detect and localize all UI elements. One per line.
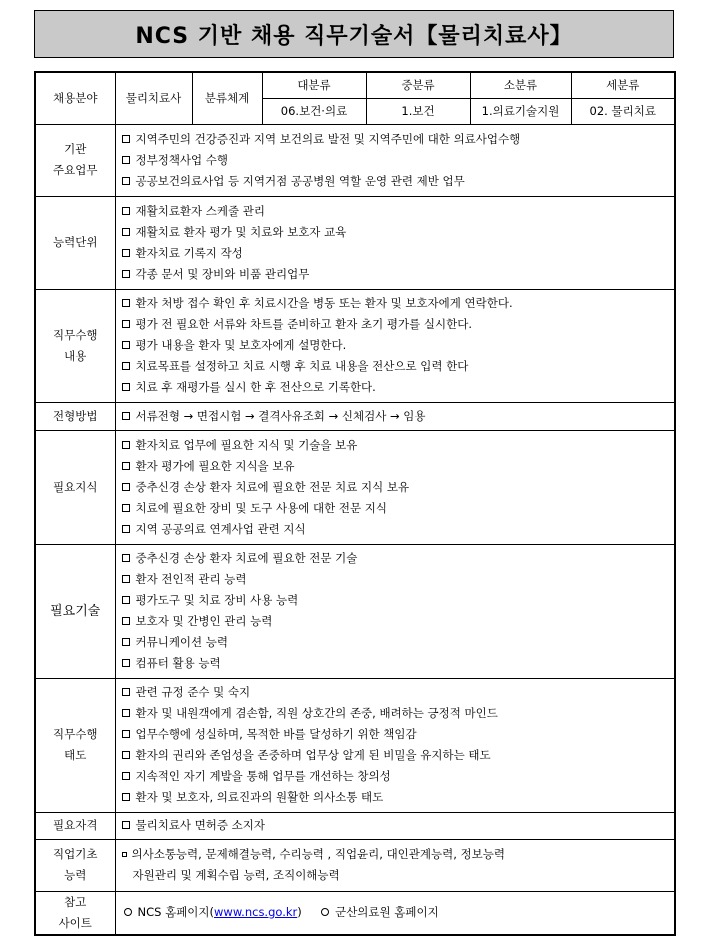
- checkbox-icon: [122, 617, 130, 625]
- qualification-label: 필요자격: [35, 812, 115, 839]
- checkbox-icon: [122, 483, 130, 491]
- page-title: NCS 기반 채용 직무기술서【물리치료사】: [34, 10, 674, 58]
- middle-class-value: 1.보건: [366, 98, 470, 124]
- basic-competency-label: [35, 839, 115, 891]
- duties-content: [115, 289, 675, 402]
- skills-content: [115, 544, 675, 678]
- ability-label: 능력단위: [35, 196, 115, 289]
- field-value: 물리치료사: [115, 72, 192, 124]
- checkbox-icon: [122, 688, 130, 696]
- checkbox-icon: [122, 207, 130, 215]
- circle-bullet-icon: [321, 908, 329, 916]
- checkbox-icon: [122, 709, 130, 717]
- checkbox-icon: [122, 554, 130, 562]
- checkbox-icon: [122, 383, 130, 391]
- basic-label-line2: 능력: [64, 868, 87, 882]
- list-item: 환자치료 기록지 작성: [122, 243, 669, 264]
- list-item: 각종 문서 및 장비와 비품 관리업무: [122, 264, 669, 285]
- checkbox-icon: [122, 793, 130, 801]
- reference-content: NCS 홈페이지(www.ncs.go.kr) 군산의료원 홈페이지: [115, 891, 675, 935]
- list-item: 환자의 권리와 존엄성을 존중하며 업무상 알게 된 비밀을 유지하는 태도: [122, 745, 669, 766]
- major-class-header: 대분류: [262, 72, 366, 98]
- knowledge-content: [115, 430, 675, 544]
- checkbox-icon: [122, 596, 130, 604]
- checkbox-icon: [122, 249, 130, 257]
- checkbox-icon: [122, 462, 130, 470]
- list-item: 재활치료 환자 평가 및 치료와 보호자 교육: [122, 222, 669, 243]
- list-item: 환자 처방 접수 확인 후 치료시간을 병동 또는 환자 및 보호자에게 연락한다.: [122, 293, 669, 314]
- list-item: 환자 및 보호자, 의료진과의 원활한 의사소통 태도: [122, 787, 669, 808]
- circle-bullet-icon: [124, 908, 132, 916]
- minor-class-header: 소분류: [470, 72, 571, 98]
- list-item: 컴퓨터 활용 능력: [122, 653, 669, 674]
- list-item: 업무수행에 성실하며, 목적한 바를 달성하기 위한 책임감: [122, 724, 669, 745]
- checkbox-icon: [122, 730, 130, 738]
- reference-label: [35, 891, 115, 935]
- checkbox-icon: [122, 362, 130, 370]
- list-item: 환자치료 업무에 필요한 지식 및 기술을 보유: [122, 435, 669, 456]
- list-item: 환자 및 내원객에게 겸손함, 직원 상호간의 존중, 배려하는 긍정적 마인드: [122, 703, 669, 724]
- job-description-table: [34, 71, 676, 936]
- list-item: 의사소통능력, 문제해결능력, 수리능력 , 직업윤리, 대인관계능력, 정보능력: [122, 844, 669, 865]
- list-item: 물리치료사 면허증 소지자: [122, 815, 669, 836]
- reference-label-line1: 참고: [64, 894, 87, 909]
- list-item: 중추신경 손상 환자 치료에 필요한 전문 치료 지식 보유: [122, 477, 669, 498]
- attitude-label-line2: 태도: [64, 748, 87, 762]
- square-bullet-icon: [122, 852, 127, 857]
- list-item: 관련 규정 준수 및 숙지: [122, 682, 669, 703]
- hospital-site-label: 군산의료원 홈페이지: [335, 905, 439, 919]
- sub-class-header: 세분류: [571, 72, 675, 98]
- checkbox-icon: [122, 504, 130, 512]
- checkbox-icon: [122, 156, 130, 164]
- list-item: 중추신경 손상 환자 치료에 필요한 전문 기술: [122, 548, 669, 569]
- list-item: 치료목표를 설정하고 치료 시행 후 치료 내용을 전산으로 입력 한다: [122, 356, 669, 377]
- checkbox-icon: [122, 751, 130, 759]
- duties-label-line1: 직무수행: [53, 327, 98, 342]
- skills-label: 필요기술: [35, 544, 115, 678]
- checkbox-icon: [122, 320, 130, 328]
- list-item: 지역주민의 건강증진과 지역 보건의료 발전 및 지역주민에 대한 의료사업수행: [122, 129, 669, 150]
- knowledge-label: 필요지식: [35, 430, 115, 544]
- checkbox-icon: [122, 659, 130, 667]
- list-item: 평가 전 필요한 서류와 차트를 준비하고 환자 초기 평가를 실시한다.: [122, 314, 669, 335]
- major-class-value: 06.보건·의료: [262, 98, 366, 124]
- list-item: 치료 후 재평가를 실시 한 후 전산으로 기록한다.: [122, 377, 669, 398]
- qualification-content: [115, 812, 675, 839]
- selection-label: 전형방법: [35, 402, 115, 430]
- selection-content: [115, 402, 675, 430]
- basic-label-line1: 직업기초: [53, 847, 98, 861]
- list-item: 환자 전인적 관리 능력: [122, 569, 669, 590]
- checkbox-icon: [122, 525, 130, 533]
- list-item: 치료에 필요한 장비 및 도구 사용에 대한 전문 지식: [122, 498, 669, 519]
- institution-label: [35, 124, 115, 196]
- reference-label-line2: 사이트: [58, 915, 92, 930]
- checkbox-icon: [122, 772, 130, 780]
- field-label: 채용분야: [35, 72, 115, 124]
- list-item: 환자 평가에 필요한 지식을 보유: [122, 456, 669, 477]
- list-item: 보호자 및 간병인 관리 능력: [122, 611, 669, 632]
- ncs-site-link[interactable]: www.ncs.go.kr: [214, 905, 298, 919]
- sub-class-value: 02. 물리치료: [571, 98, 675, 124]
- checkbox-icon: [122, 412, 130, 420]
- list-item: 평가도구 및 치료 장비 사용 능력: [122, 590, 669, 611]
- ability-content: [115, 196, 675, 289]
- list-item: 평가 내용을 환자 및 보호자에게 설명한다.: [122, 335, 669, 356]
- middle-class-header: 중분류: [366, 72, 470, 98]
- ncs-site-label: NCS 홈페이지(: [137, 905, 215, 919]
- classification-label: 분류체계: [192, 72, 262, 124]
- checkbox-icon: [122, 341, 130, 349]
- attitude-label: [35, 678, 115, 812]
- checkbox-icon: [122, 135, 130, 143]
- list-item-continued: 자원관리 및 계획수립 능력, 조직이해능력: [132, 868, 340, 882]
- list-item: 재활치료환자 스케줄 관리: [122, 201, 669, 222]
- list-item: 커뮤니케이션 능력: [122, 632, 669, 653]
- checkbox-icon: [122, 575, 130, 583]
- checkbox-icon: [122, 228, 130, 236]
- institution-label-line2: 주요업무: [53, 163, 98, 177]
- checkbox-icon: [122, 821, 130, 829]
- attitude-content: [115, 678, 675, 812]
- list-item: 서류전형 → 면접시험 → 결격사유조회 → 신체검사 → 임용: [122, 406, 669, 427]
- institution-label-line1: 기관: [64, 142, 87, 156]
- checkbox-icon: [122, 299, 130, 307]
- checkbox-icon: [122, 638, 130, 646]
- institution-content: [115, 124, 675, 196]
- duties-label: [35, 289, 115, 402]
- attitude-label-line1: 직무수행: [53, 727, 98, 741]
- checkbox-icon: [122, 177, 130, 185]
- minor-class-value: 1.의료기술지원: [470, 98, 571, 124]
- duties-label-line2: 내용: [64, 348, 87, 363]
- list-item: 공공보건의료사업 등 지역거점 공공병원 역할 운영 관련 제반 업무: [122, 171, 669, 192]
- checkbox-icon: [122, 441, 130, 449]
- basic-competency-content: [115, 839, 675, 891]
- list-item: 정부정책사업 수행: [122, 150, 669, 171]
- list-item: 지역 공공의료 연계사업 관련 지식: [122, 519, 669, 540]
- checkbox-icon: [122, 270, 130, 278]
- list-item: 지속적인 자기 계발을 통해 업무를 개선하는 창의성: [122, 766, 669, 787]
